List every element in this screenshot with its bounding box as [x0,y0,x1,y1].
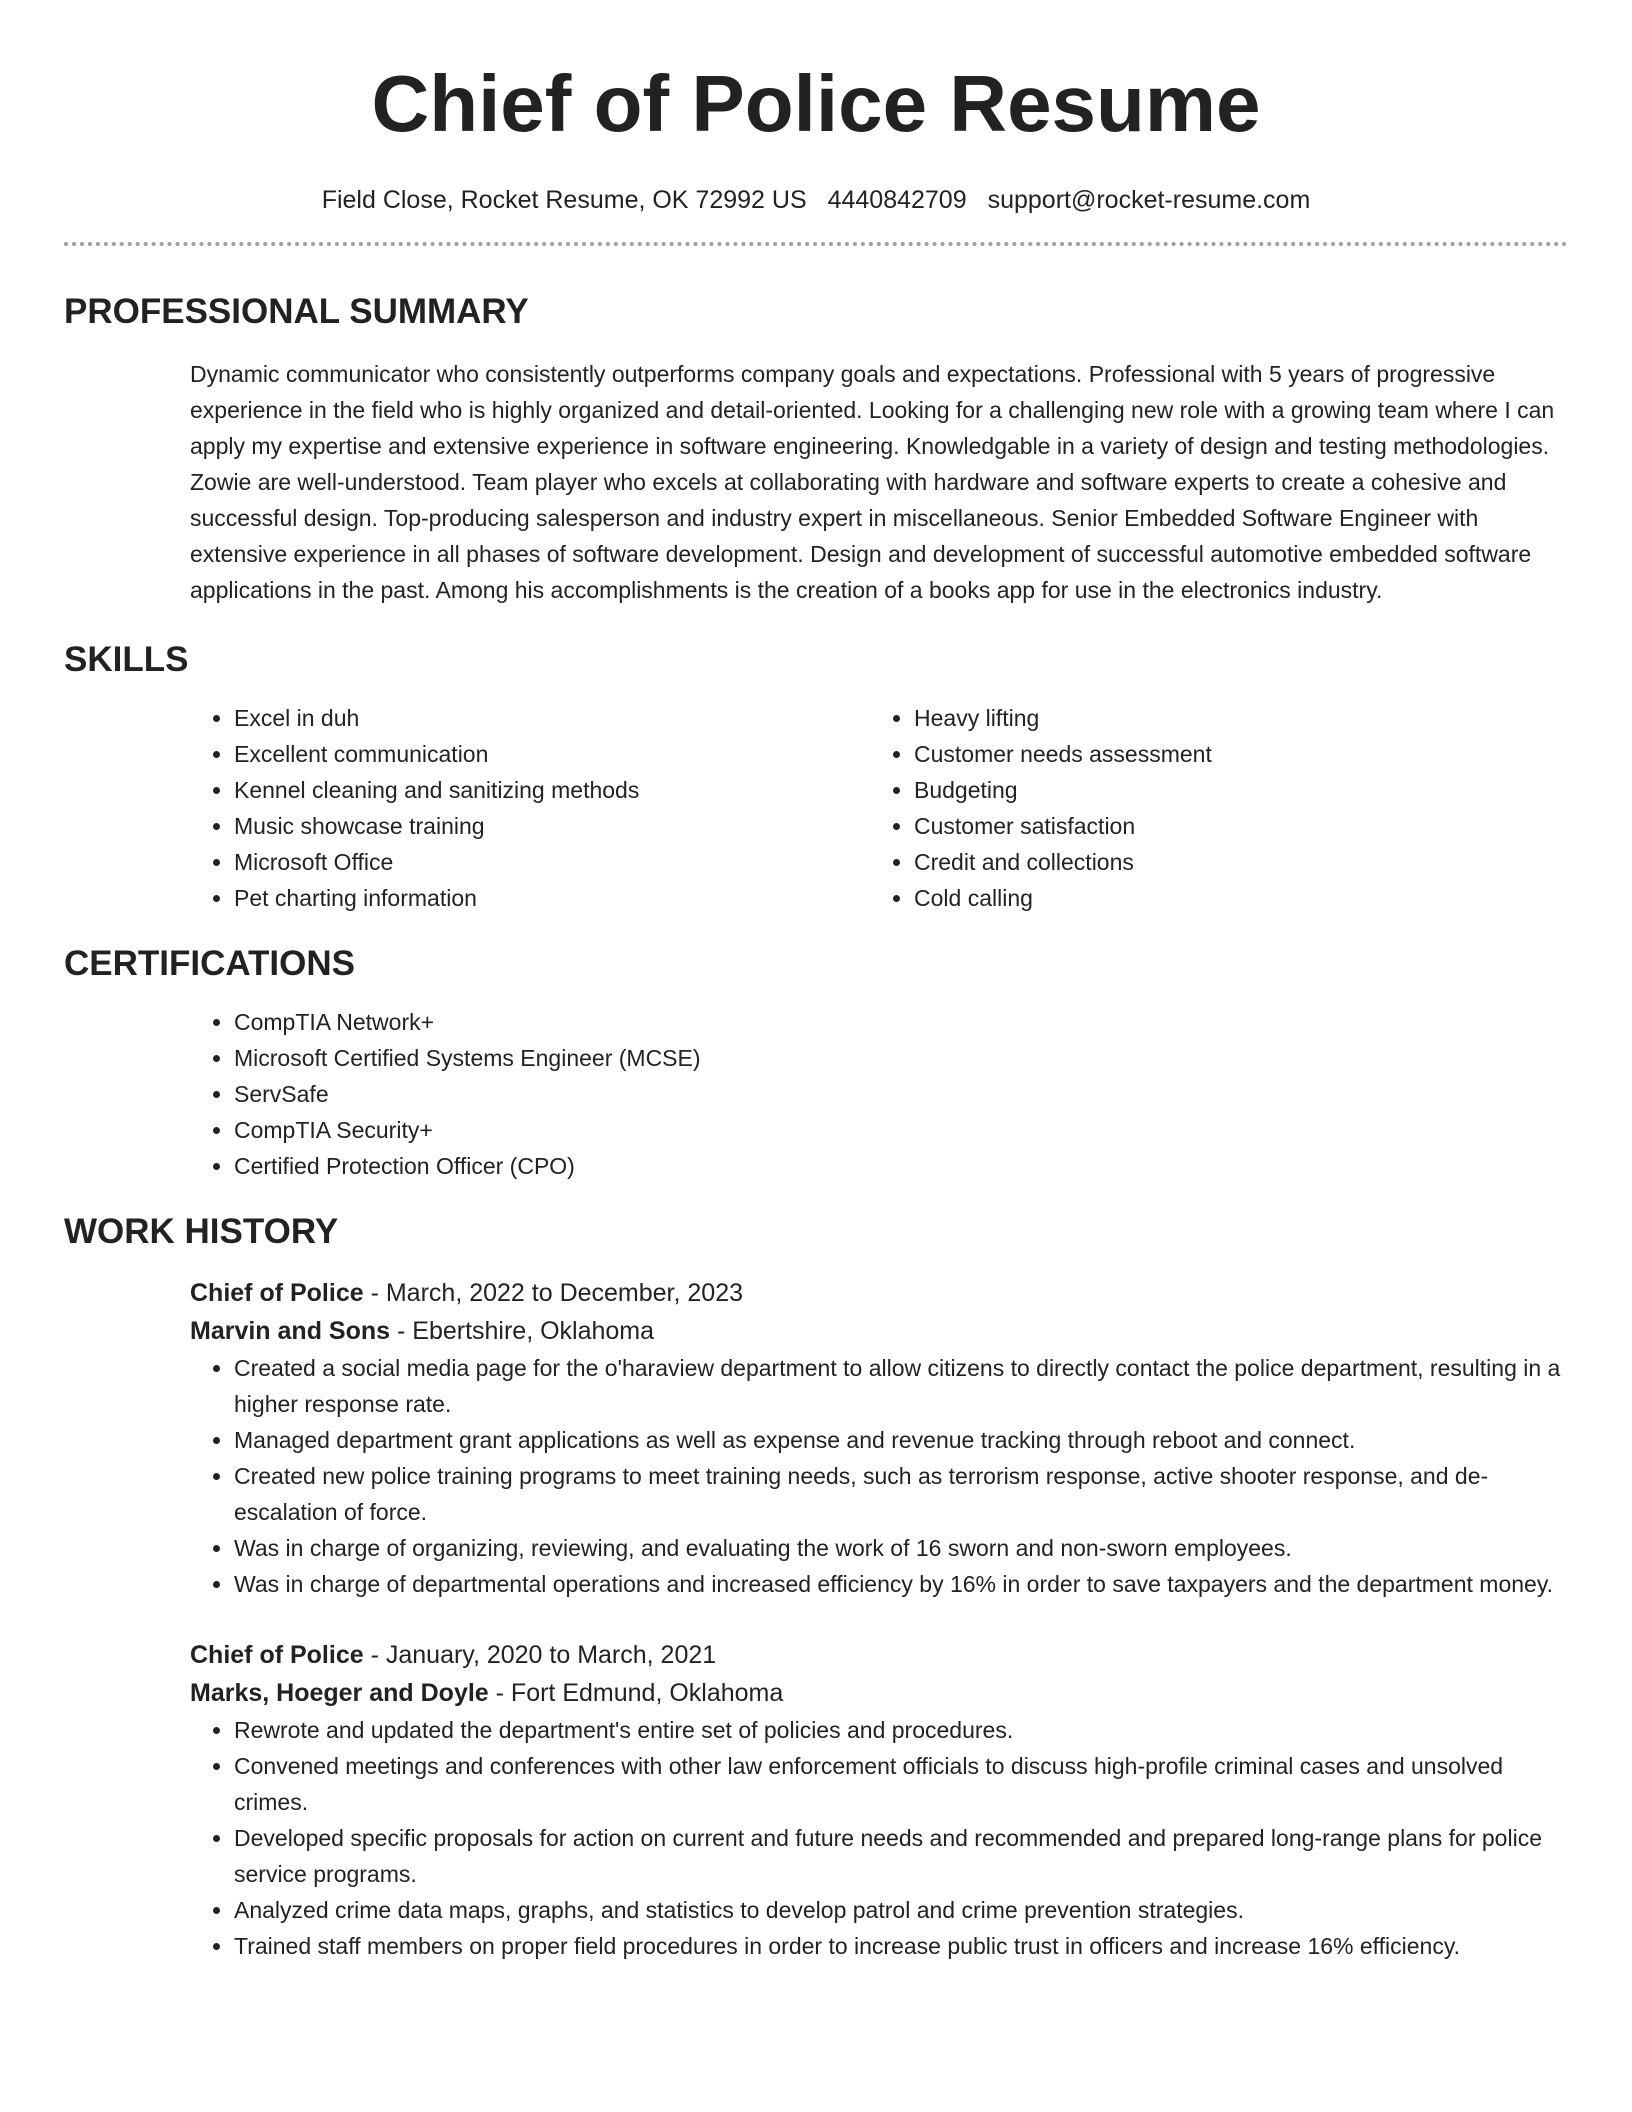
certifications-section [64,942,1568,1184]
job-dates: - March, 2022 to December, 2023 [363,1279,744,1307]
job-title: Chief of Police [190,1641,364,1669]
certification-item: • CompTIA Security+ [234,1112,1568,1148]
job-bullet: • Trained staff members on proper field procedures in order to increase public trust in officers and increase 16% efficiency. [234,1928,1568,1964]
certifications-list-wrap [190,1004,1568,1184]
contact-email: support@rocket-resume.com [987,186,1311,214]
skill-item: • Heavy lifting [914,700,1550,736]
skill-item: • Budgeting [914,772,1550,808]
skills-grid [190,700,1568,916]
certification-item: • Certified Protection Officer (CPO) [234,1148,1568,1184]
job-bullet: • Created a social media page for the o'haraview department to allow citizens to directly contact the police department, resulting in a higher response rate. [234,1350,1568,1422]
certifications-heading: CERTIFICATIONS [64,944,356,983]
job-bullet: • Convened meetings and conferences with other law enforcement officials to discuss high-profile criminal cases and unsolved crimes. [234,1748,1568,1820]
job-bullet: • Created new police training programs to meet training needs, such as terrorism response, active shooter response, and de-escalation of force. [234,1458,1568,1530]
skills-list-left [190,700,870,916]
job-entry [190,1636,1568,1964]
skills-list-right [870,700,1550,916]
resume-header [64,0,1568,216]
job-company: Marks, Hoeger and Doyle [190,1679,489,1707]
certification-item: • ServSafe [234,1076,1568,1112]
skill-item: • Microsoft Office [234,844,870,880]
job-bullet: • Managed department grant applications as well as expense and revenue tracking through reboot and connect. [234,1422,1568,1458]
work-history-heading: WORK HISTORY [64,1212,339,1251]
skills-column-right [870,700,1550,916]
skills-section [64,638,1568,916]
job-bullet: • Was in charge of departmental operations and increased efficiency by 16% in order to save taxpayers and the department money. [234,1566,1568,1602]
resume-title: Chief of Police Resume [371,59,1261,148]
summary-text: Dynamic communicator who consistently outperforms company goals and expectations. Professional with 5 years of progressive experience in the field who is highly organized and detail-oriented. Looking for a challenging new role with a growing team where I can apply my expertise and extensive experience in software engineering. Knowledgable in a variety of design and testing methodologies. Zowie are well-understood. Team player who excels at collaborating with hardware and software experts to create a cohesive and successful design. Top-producing salesperson and industry expert in miscellaneous. Senior Embedded Software Engineer with extensive experience in all phases of software development. Design and development of successful automotive embedded software applications in the past. Among his accomplishments is the creation of a books app for use in the electronics industry. [190,361,1555,603]
certifications-list [190,1004,1568,1184]
job-bullet: • Analyzed crime data maps, graphs, and statistics to develop patrol and crime prevention strategies. [234,1892,1568,1928]
certification-item: • CompTIA Network+ [234,1004,1568,1040]
header-divider [64,242,1568,246]
contact-phone: 4440842709 [827,186,967,214]
job-title-line [190,1636,1568,1674]
job-bullet: • Was in charge of organizing, reviewing, and evaluating the work of 16 sworn and non-sworn employees. [234,1530,1568,1566]
skill-item: • Cold calling [914,880,1550,916]
work-history-section [64,1210,1568,1964]
job-bullets [190,1350,1568,1602]
skill-item: • Pet charting information [234,880,870,916]
skill-item: • Customer needs assessment [914,736,1550,772]
contact-address: Field Close, Rocket Resume, OK 72992 US [321,186,807,214]
skills-heading: SKILLS [64,640,189,679]
skill-item: • Customer satisfaction [914,808,1550,844]
skill-item: • Credit and collections [914,844,1550,880]
job-bullet: • Developed specific proposals for action on current and future needs and recommended and prepared long-range plans for police service programs. [234,1820,1568,1892]
job-entry [190,1274,1568,1602]
job-company: Marvin and Sons [190,1317,391,1345]
skill-item: • Music showcase training [234,808,870,844]
job-location: - Fort Edmund, Oklahoma [488,1679,784,1707]
job-bullets [190,1712,1568,1964]
summary-heading: PROFESSIONAL SUMMARY [64,292,529,331]
job-title-line [190,1274,1568,1312]
summary-section [64,290,1568,608]
certification-item: • Microsoft Certified Systems Engineer (MCSE) [234,1040,1568,1076]
job-company-line [190,1674,1568,1712]
job-location: - Ebertshire, Oklahoma [390,1317,655,1345]
job-bullet: • Rewrote and updated the department's entire set of policies and procedures. [234,1712,1568,1748]
skills-column-left [190,700,870,916]
skill-item: • Excellent communication [234,736,870,772]
skill-item: • Excel in duh [234,700,870,736]
job-dates: - January, 2020 to March, 2021 [363,1641,717,1669]
job-company-line [190,1312,1568,1350]
job-title: Chief of Police [190,1279,364,1307]
contact-line [64,184,1568,216]
skill-item: • Kennel cleaning and sanitizing methods [234,772,870,808]
